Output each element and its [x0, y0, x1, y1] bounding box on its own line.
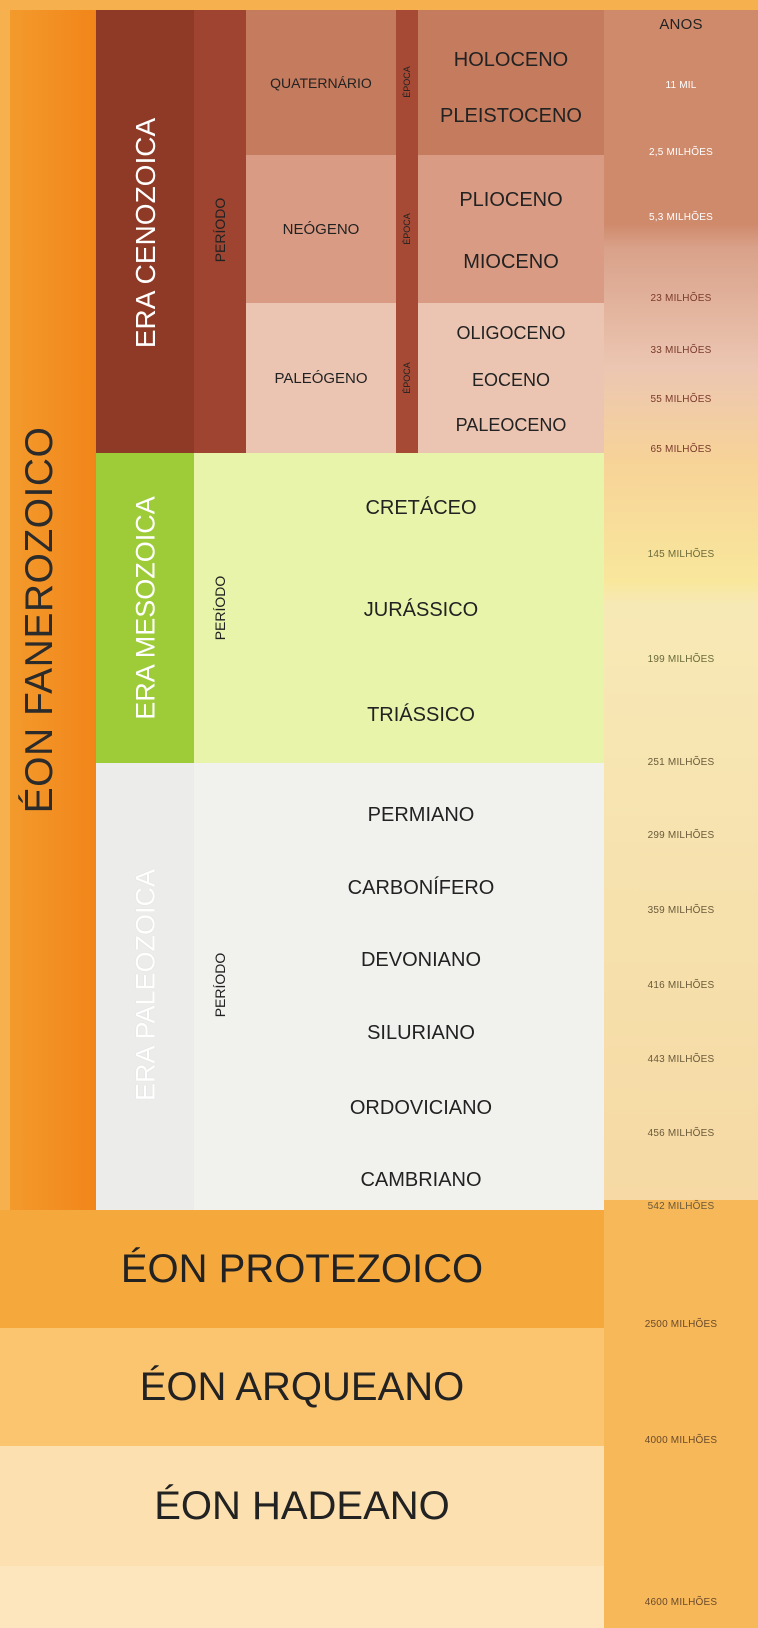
period-devoniano-label: DEVONIANO	[360, 948, 482, 971]
eon-protezoico-label: ÉON PROTEZOICO	[120, 1246, 484, 1291]
cenozoic-periodo-label: PERÍODO	[212, 197, 228, 263]
period-carbonifero	[246, 868, 596, 908]
period-jurassico-label: JURÁSSICO	[363, 598, 479, 621]
period-devoniano	[246, 940, 596, 980]
years-column	[604, 10, 758, 1200]
era-cenozoica-label: ERA CENOZOICA	[130, 117, 161, 349]
era-paleozoica-label: ERA PALEOZOICA	[130, 868, 161, 1102]
year-label: 456 MILHÕES	[647, 1128, 715, 1139]
period-cretaceo	[246, 488, 596, 528]
paleozoic-periodo-label: PERÍODO	[212, 952, 228, 1018]
years-column-bottom	[604, 1200, 758, 1628]
period-paleogeno	[246, 303, 396, 453]
years-header: ANOS	[659, 16, 703, 33]
period-permiano	[246, 795, 596, 835]
epoch-holoceno	[418, 40, 604, 80]
mesozoic-periodo-label: PERÍODO	[212, 575, 228, 641]
epoch-plioceno-label: PLIOCENO	[459, 188, 563, 211]
period-triassico-label: TRIÁSSICO	[367, 703, 475, 726]
year-label: 11 MIL	[665, 80, 697, 91]
epoch-pleistoceno-label: PLEISTOCENO	[440, 104, 582, 127]
period-quaternario	[246, 10, 396, 155]
period-permiano-label: PERMIANO	[367, 803, 475, 826]
period-triassico	[246, 695, 596, 735]
epoch-eoceno-label: EOCENO	[471, 369, 550, 390]
year-label: 416 MILHÕES	[647, 980, 715, 991]
year-label: 5,3 MILHÕES	[649, 212, 713, 223]
year-label: 2500 MILHÕES	[644, 1319, 718, 1330]
epoch-pleistoceno	[418, 96, 604, 136]
epoch-holoceno-label: HOLOCENO	[453, 48, 569, 71]
year-label: 4600 MILHÕES	[644, 1597, 718, 1608]
epoca-label-paleogeno: ÉPOCA	[402, 362, 412, 394]
eon-hadeano	[0, 1446, 604, 1566]
year-label: 33 MILHÕES	[650, 345, 712, 356]
period-neogeno-label: NEÓGENO	[282, 220, 360, 238]
period-siluriano	[246, 1013, 596, 1053]
year-label: 299 MILHÕES	[647, 830, 715, 841]
era-mesozoica-label: ERA MESOZOICA	[130, 496, 161, 720]
period-neogeno	[246, 155, 396, 303]
year-label: 251 MILHÕES	[647, 757, 715, 768]
year-label: 23 MILHÕES	[650, 293, 712, 304]
period-cambriano	[246, 1160, 596, 1200]
year-label: 145 MILHÕES	[647, 549, 715, 560]
year-label: 65 MILHÕES	[650, 444, 712, 455]
epoca-label-quaternario: ÉPOCA	[402, 66, 412, 98]
year-label: 359 MILHÕES	[647, 905, 715, 916]
period-cambriano-label: CAMBRIANO	[360, 1168, 482, 1191]
epoch-mioceno-label: MIOCENO	[463, 250, 559, 273]
period-ordoviciano-label: ORDOVICIANO	[349, 1096, 493, 1119]
eon-hadeano-label: ÉON HADEANO	[154, 1483, 450, 1528]
eon-arqueano	[0, 1328, 604, 1446]
bottom-fill	[0, 1566, 604, 1628]
epoca-label-neogeno: ÉPOCA	[402, 213, 412, 245]
period-quaternario-label: QUATERNÁRIO	[270, 74, 372, 91]
period-paleogeno-label: PALEÓGENO	[274, 369, 368, 387]
period-siluriano-label: SILURIANO	[367, 1021, 475, 1044]
year-label: 443 MILHÕES	[647, 1054, 715, 1065]
year-label: 55 MILHÕES	[650, 394, 712, 405]
period-carbonifero-label: CARBONÍFERO	[347, 876, 495, 899]
epoch-eoceno	[418, 365, 604, 395]
year-label: 199 MILHÕES	[647, 654, 715, 665]
year-label: 2,5 MILHÕES	[649, 147, 713, 158]
epoch-mioceno	[418, 242, 604, 282]
year-label: 542 MILHÕES	[647, 1201, 715, 1212]
epoch-paleoceno-label: PALEOCENO	[455, 414, 567, 435]
year-label: 4000 MILHÕES	[644, 1435, 718, 1446]
epoch-paleoceno	[418, 410, 604, 440]
eon-protezoico	[0, 1210, 604, 1328]
period-ordoviciano	[246, 1088, 596, 1128]
epoch-oligoceno	[418, 318, 604, 348]
eon-fanerozoico-label: ÉON FANEROZOICO	[18, 426, 61, 814]
period-jurassico	[246, 590, 596, 630]
eon-arqueano-label: ÉON ARQUEANO	[139, 1364, 465, 1409]
epoch-oligoceno-label: OLIGOCENO	[456, 322, 566, 343]
epoch-plioceno	[418, 180, 604, 220]
period-cretaceo-label: CRETÁCEO	[365, 496, 477, 519]
